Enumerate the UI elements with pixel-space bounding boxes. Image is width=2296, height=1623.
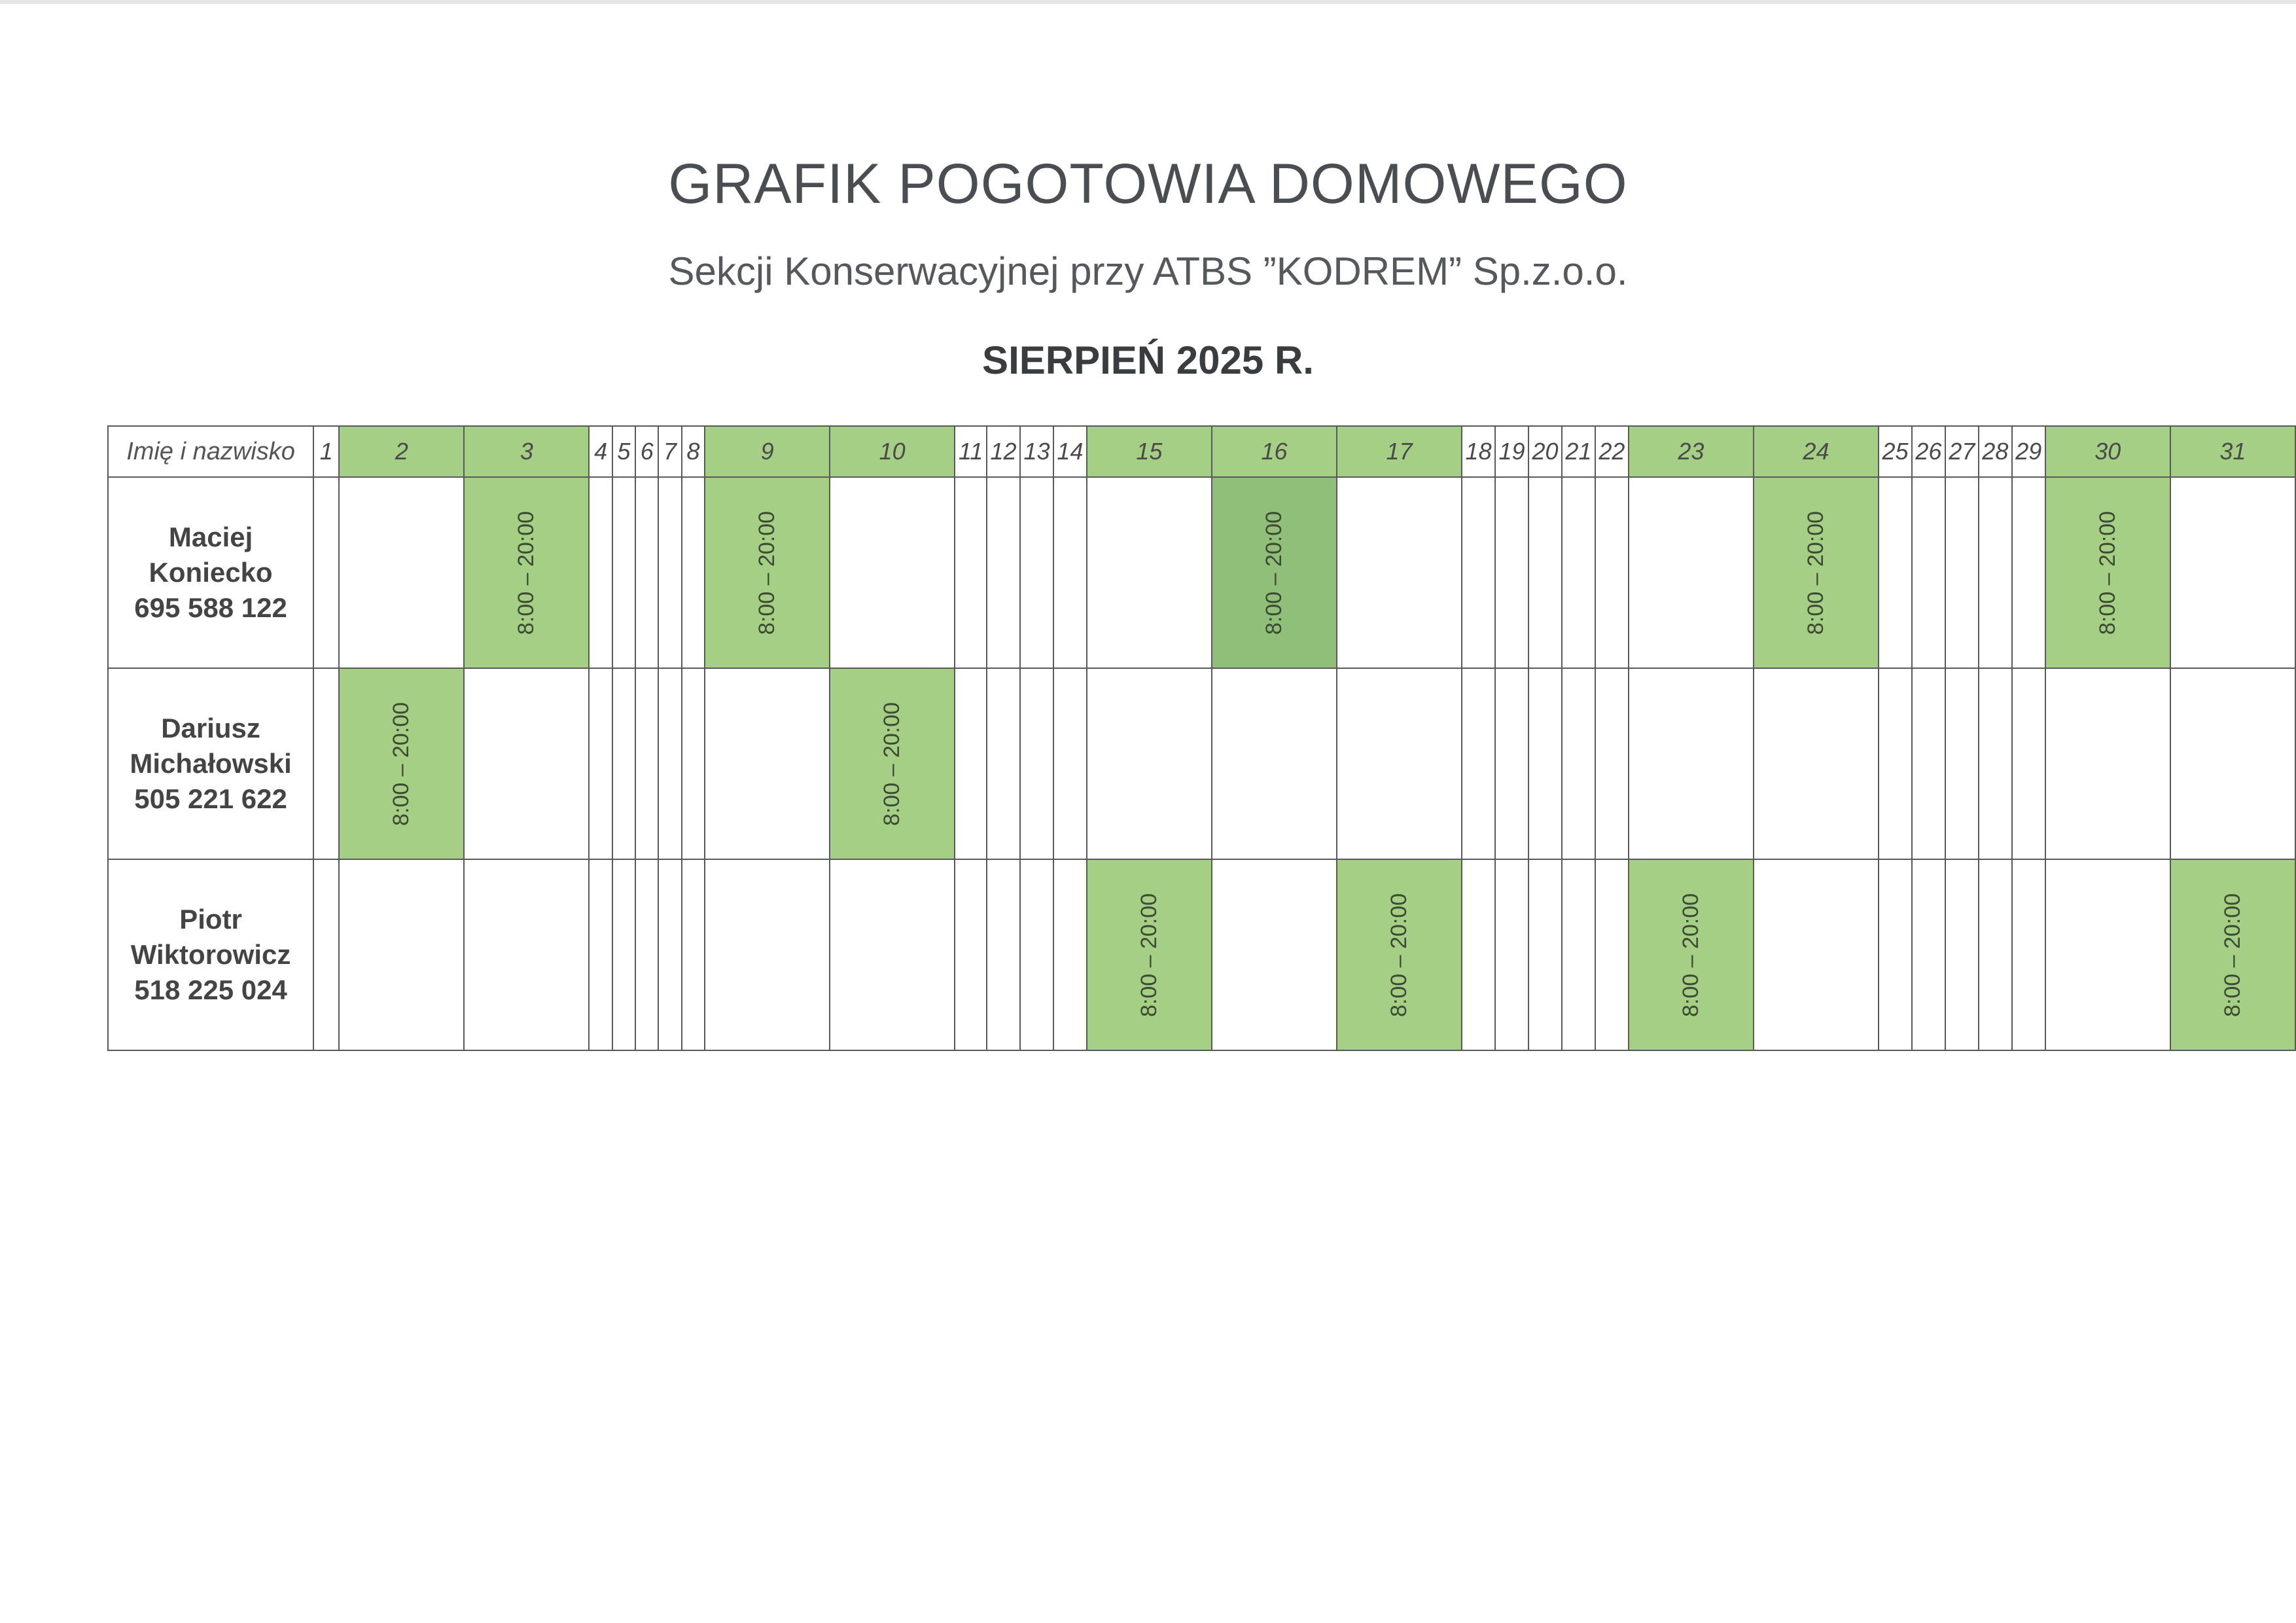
empty-cell [658,859,681,1050]
empty-cell [2012,859,2045,1050]
day-header-12: 12 [987,426,1020,477]
empty-cell [1020,477,1053,668]
day-header-11: 11 [955,426,987,477]
shift-hours: 8:00 – 20:00 [2219,893,2245,1017]
empty-cell [1979,859,2012,1050]
empty-cell [1879,477,1912,668]
day-header-18: 18 [1462,426,1495,477]
shift-hours: 8:00 – 20:00 [879,702,905,826]
day-header-3: 3 [464,426,589,477]
person-phone: 695 588 122 [134,592,287,623]
page-title: GRAFIK POGOTOWIA DOMOWEGO [668,152,1628,215]
day-header-26: 26 [1912,426,1945,477]
duty-schedule-table [107,425,2296,1051]
empty-cell [589,477,612,668]
day-header-19: 19 [1495,426,1528,477]
day-header-29: 29 [2012,426,2045,477]
table-row [108,477,2295,668]
shift-hours: 8:00 – 20:00 [1136,893,1161,1017]
empty-cell [705,668,830,859]
empty-cell [2045,668,2170,859]
person-phone: 518 225 024 [134,974,287,1005]
day-header-4: 4 [589,426,612,477]
duty-cell-day-3 [464,477,589,668]
empty-cell [955,668,987,859]
day-header-9: 9 [705,426,830,477]
duty-cell-day-17 [1337,859,1462,1050]
empty-cell [1020,859,1053,1050]
empty-cell [2012,668,2045,859]
empty-cell [955,859,987,1050]
empty-cell [2045,859,2170,1050]
empty-cell [1087,477,1212,668]
empty-cell [589,859,612,1050]
month-heading: SIERPIEŃ 2025 R. [982,338,1314,382]
day-header-23: 23 [1629,426,1754,477]
empty-cell [1053,859,1087,1050]
duty-cell-day-2 [339,668,464,859]
empty-cell [1945,668,1979,859]
day-header-22: 22 [1595,426,1629,477]
empty-cell [987,859,1020,1050]
empty-cell [1528,477,1562,668]
empty-cell [1562,859,1595,1050]
empty-cell [830,477,955,668]
empty-cell [635,668,658,859]
empty-cell [1462,668,1495,859]
duty-cell-day-30 [2045,477,2170,668]
day-header-21: 21 [1562,426,1595,477]
empty-cell [313,477,339,668]
empty-cell [1053,477,1087,668]
empty-cell [1595,668,1629,859]
empty-cell [313,859,339,1050]
person-name: Piotr Wiktorowicz [130,904,291,970]
empty-cell [2170,668,2295,859]
empty-cell [1087,668,1212,859]
person-name: Dariusz Michałowski [130,713,292,779]
day-header-28: 28 [1979,426,2012,477]
day-header-6: 6 [635,426,658,477]
empty-cell [1212,859,1337,1050]
person-cell [108,668,313,859]
empty-cell [1595,477,1629,668]
shift-hours: 8:00 – 20:00 [514,510,539,635]
empty-cell [1979,668,2012,859]
shift-hours: 8:00 – 20:00 [1262,510,1286,635]
table-row [108,859,2295,1050]
empty-cell [612,859,635,1050]
empty-cell [635,859,658,1050]
empty-cell [1053,668,1087,859]
empty-cell [1212,668,1337,859]
empty-cell [313,668,339,859]
empty-cell [589,668,612,859]
day-header-10: 10 [830,426,955,477]
empty-cell [1629,477,1754,668]
day-header-25: 25 [1879,426,1912,477]
empty-cell [1754,859,1879,1050]
empty-cell [339,477,464,668]
day-header-16: 16 [1212,426,1337,477]
empty-cell [1629,668,1754,859]
day-header-8: 8 [682,426,705,477]
duty-cell-day-9 [705,477,830,668]
empty-cell [464,668,589,859]
empty-cell [705,859,830,1050]
shift-hours: 8:00 – 20:00 [1678,893,1703,1017]
empty-cell [1562,477,1595,668]
empty-cell [1879,668,1912,859]
page-subtitle: Sekcji Konserwacyjnej przy ATBS ”KODREM” Sp.z.o.o. [668,249,1628,293]
empty-cell [1528,859,1562,1050]
empty-cell [339,859,464,1050]
day-header-5: 5 [612,426,635,477]
empty-cell [612,668,635,859]
table-row [108,668,2295,859]
shift-hours: 8:00 – 20:00 [2094,510,2120,635]
day-header-30: 30 [2045,426,2170,477]
empty-cell [464,859,589,1050]
empty-cell [1879,859,1912,1050]
duty-cell-day-16 [1212,477,1337,668]
day-header-1: 1 [313,426,339,477]
day-header-27: 27 [1945,426,1979,477]
day-header-24: 24 [1754,426,1879,477]
empty-cell [1595,859,1629,1050]
duty-cell-day-31 [2170,859,2295,1050]
empty-cell [2012,477,2045,668]
empty-cell [1495,668,1528,859]
empty-cell [1528,668,1562,859]
empty-cell [1912,859,1945,1050]
empty-cell [1945,477,1979,668]
empty-cell [682,859,705,1050]
empty-cell [987,668,1020,859]
person-name: Maciej Koniecko [149,522,273,588]
empty-cell [658,668,681,859]
empty-cell [658,477,681,668]
empty-cell [1020,668,1053,859]
duty-cell-day-10 [830,668,955,859]
empty-cell [955,477,987,668]
empty-cell [682,668,705,859]
empty-cell [1979,477,2012,668]
shift-hours: 8:00 – 20:00 [389,702,414,826]
empty-cell [1945,859,1979,1050]
empty-cell [1912,477,1945,668]
empty-cell [987,477,1020,668]
day-header-20: 20 [1528,426,1562,477]
empty-cell [635,477,658,668]
shift-hours: 8:00 – 20:00 [1803,510,1828,635]
empty-cell [1495,859,1528,1050]
day-header-7: 7 [658,426,681,477]
day-header-13: 13 [1020,426,1053,477]
name-column-header: Imię i nazwisko [108,426,313,477]
empty-cell [1562,668,1595,859]
empty-cell [830,859,955,1050]
empty-cell [1337,477,1462,668]
person-phone: 505 221 622 [134,783,287,814]
day-header-2: 2 [339,426,464,477]
day-header-17: 17 [1337,426,1462,477]
empty-cell [2170,477,2295,668]
top-rule [0,0,2296,4]
empty-cell [1462,859,1495,1050]
duty-cell-day-15 [1087,859,1212,1050]
duty-cell-day-23 [1629,859,1754,1050]
empty-cell [1912,668,1945,859]
empty-cell [1337,668,1462,859]
day-header-14: 14 [1053,426,1087,477]
day-header-15: 15 [1087,426,1212,477]
empty-cell [1462,477,1495,668]
table-header-row [108,426,2295,477]
empty-cell [1495,477,1528,668]
duty-cell-day-24 [1754,477,1879,668]
shift-hours: 8:00 – 20:00 [1386,893,1412,1017]
empty-cell [682,477,705,668]
shift-hours: 8:00 – 20:00 [754,510,780,635]
person-cell [108,477,313,668]
person-cell [108,859,313,1050]
day-header-31: 31 [2170,426,2295,477]
empty-cell [1754,668,1879,859]
empty-cell [612,477,635,668]
